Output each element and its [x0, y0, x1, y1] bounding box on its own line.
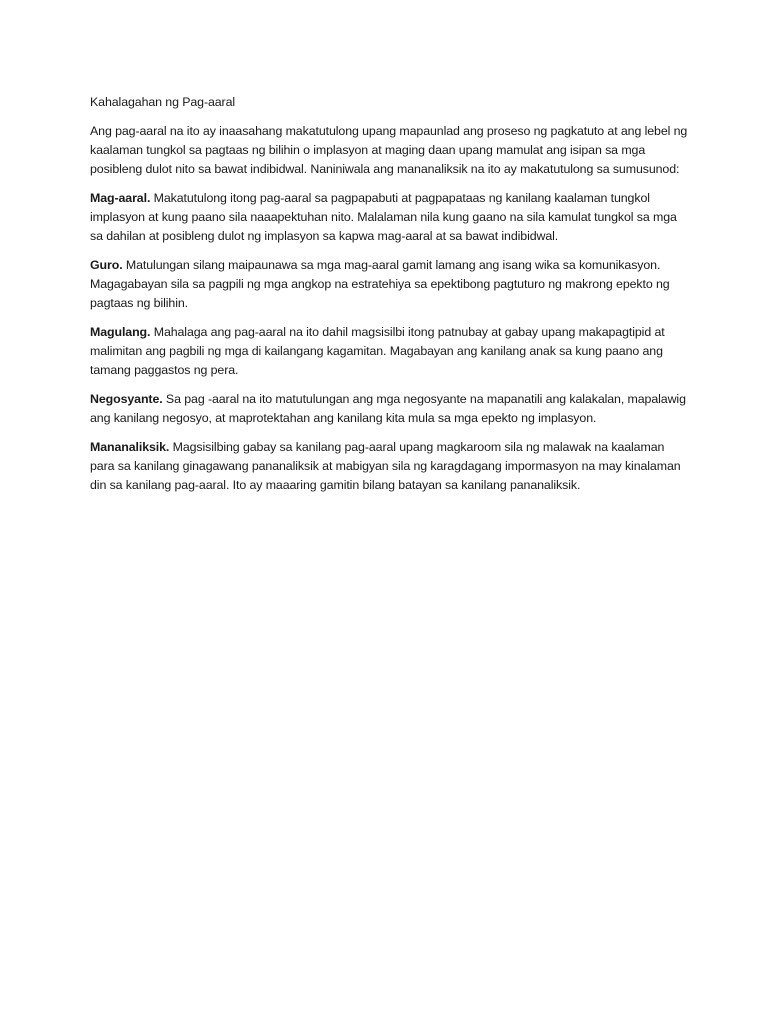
section-term: Magulang.: [90, 325, 151, 339]
section-text: Mahalaga ang pag-aaral na ito dahil magsisilbi itong patnubay at gabay upang makapagtipid at malimitan ang pagbili ng mga di kailangang kagamitan. Magabayan ang kanilang anak sa kung paano ang tamang paggastos ng pera.: [90, 325, 665, 377]
intro-paragraph: Ang pag-aaral na ito ay inaasahang makatutulong upang mapaunlad ang proseso ng pagkatuto at ang lebel ng kaalaman tungkol sa pagtaas ng bilihin o implasyon at maging daan upang mamulat ang isipan sa mga posibleng dulot nito sa bawat indibidwal. Naniniwala ang mananaliksik na ito ay makatutulong sa sumusunod:: [90, 124, 688, 176]
section-term: Mag-aaral.: [90, 191, 151, 205]
section-term: Negosyante.: [90, 392, 163, 406]
document-page: [90, 93, 690, 505]
section-text: Matulungan silang maipaunawa sa mga mag-aaral gamit lamang ang isang wika sa komunikasyon. Magagabayan sila sa pagpili ng mga angkop na estratehiya sa epektibong pagtuturo ng makrong epekto ng pagtaas ng bilihin.: [90, 258, 670, 310]
section-text: Makatutulong itong pag-aaral sa pagpapabuti at pagpapataas ng kanilang kaalaman tungkol implasyon at kung paano sila naaapektuhan nito. Malalaman nila kung gaano na sila kamulat tungkol sa mga sa dahilan at posibleng dulot ng implasyon sa kapwa mag-aaral at sa bawat indibidwal.: [90, 191, 677, 243]
section-term: Guro.: [90, 258, 123, 272]
document-title: Kahalagahan ng Pag-aaral: [90, 95, 236, 109]
section-negosyante: [90, 390, 690, 428]
section-mananaliksik: [90, 438, 690, 495]
section-mag-aaral: [90, 189, 690, 246]
section-term: Mananaliksik.: [90, 440, 170, 454]
section-magulang: [90, 323, 690, 380]
section-text: Sa pag -aaral na ito matutulungan ang mga negosyante na mapanatili ang kalakalan, mapalawig ang kanilang negosyo, at maprotektahan ang kanilang kita mula sa mga epekto ng implasyon.: [90, 392, 686, 425]
section-text: Magsisilbing gabay sa kanilang pag-aaral upang magkaroom sila ng malawak na kaalaman para sa kanilang ginagawang pananaliksik at mabigyan sila ng karagdagang impormasyon na may kinalaman din sa kanilang pag-aaral. Ito ay maaaring gamitin bilang batayan sa kanilang pananaliksik.: [90, 440, 681, 492]
section-guro: [90, 256, 690, 313]
